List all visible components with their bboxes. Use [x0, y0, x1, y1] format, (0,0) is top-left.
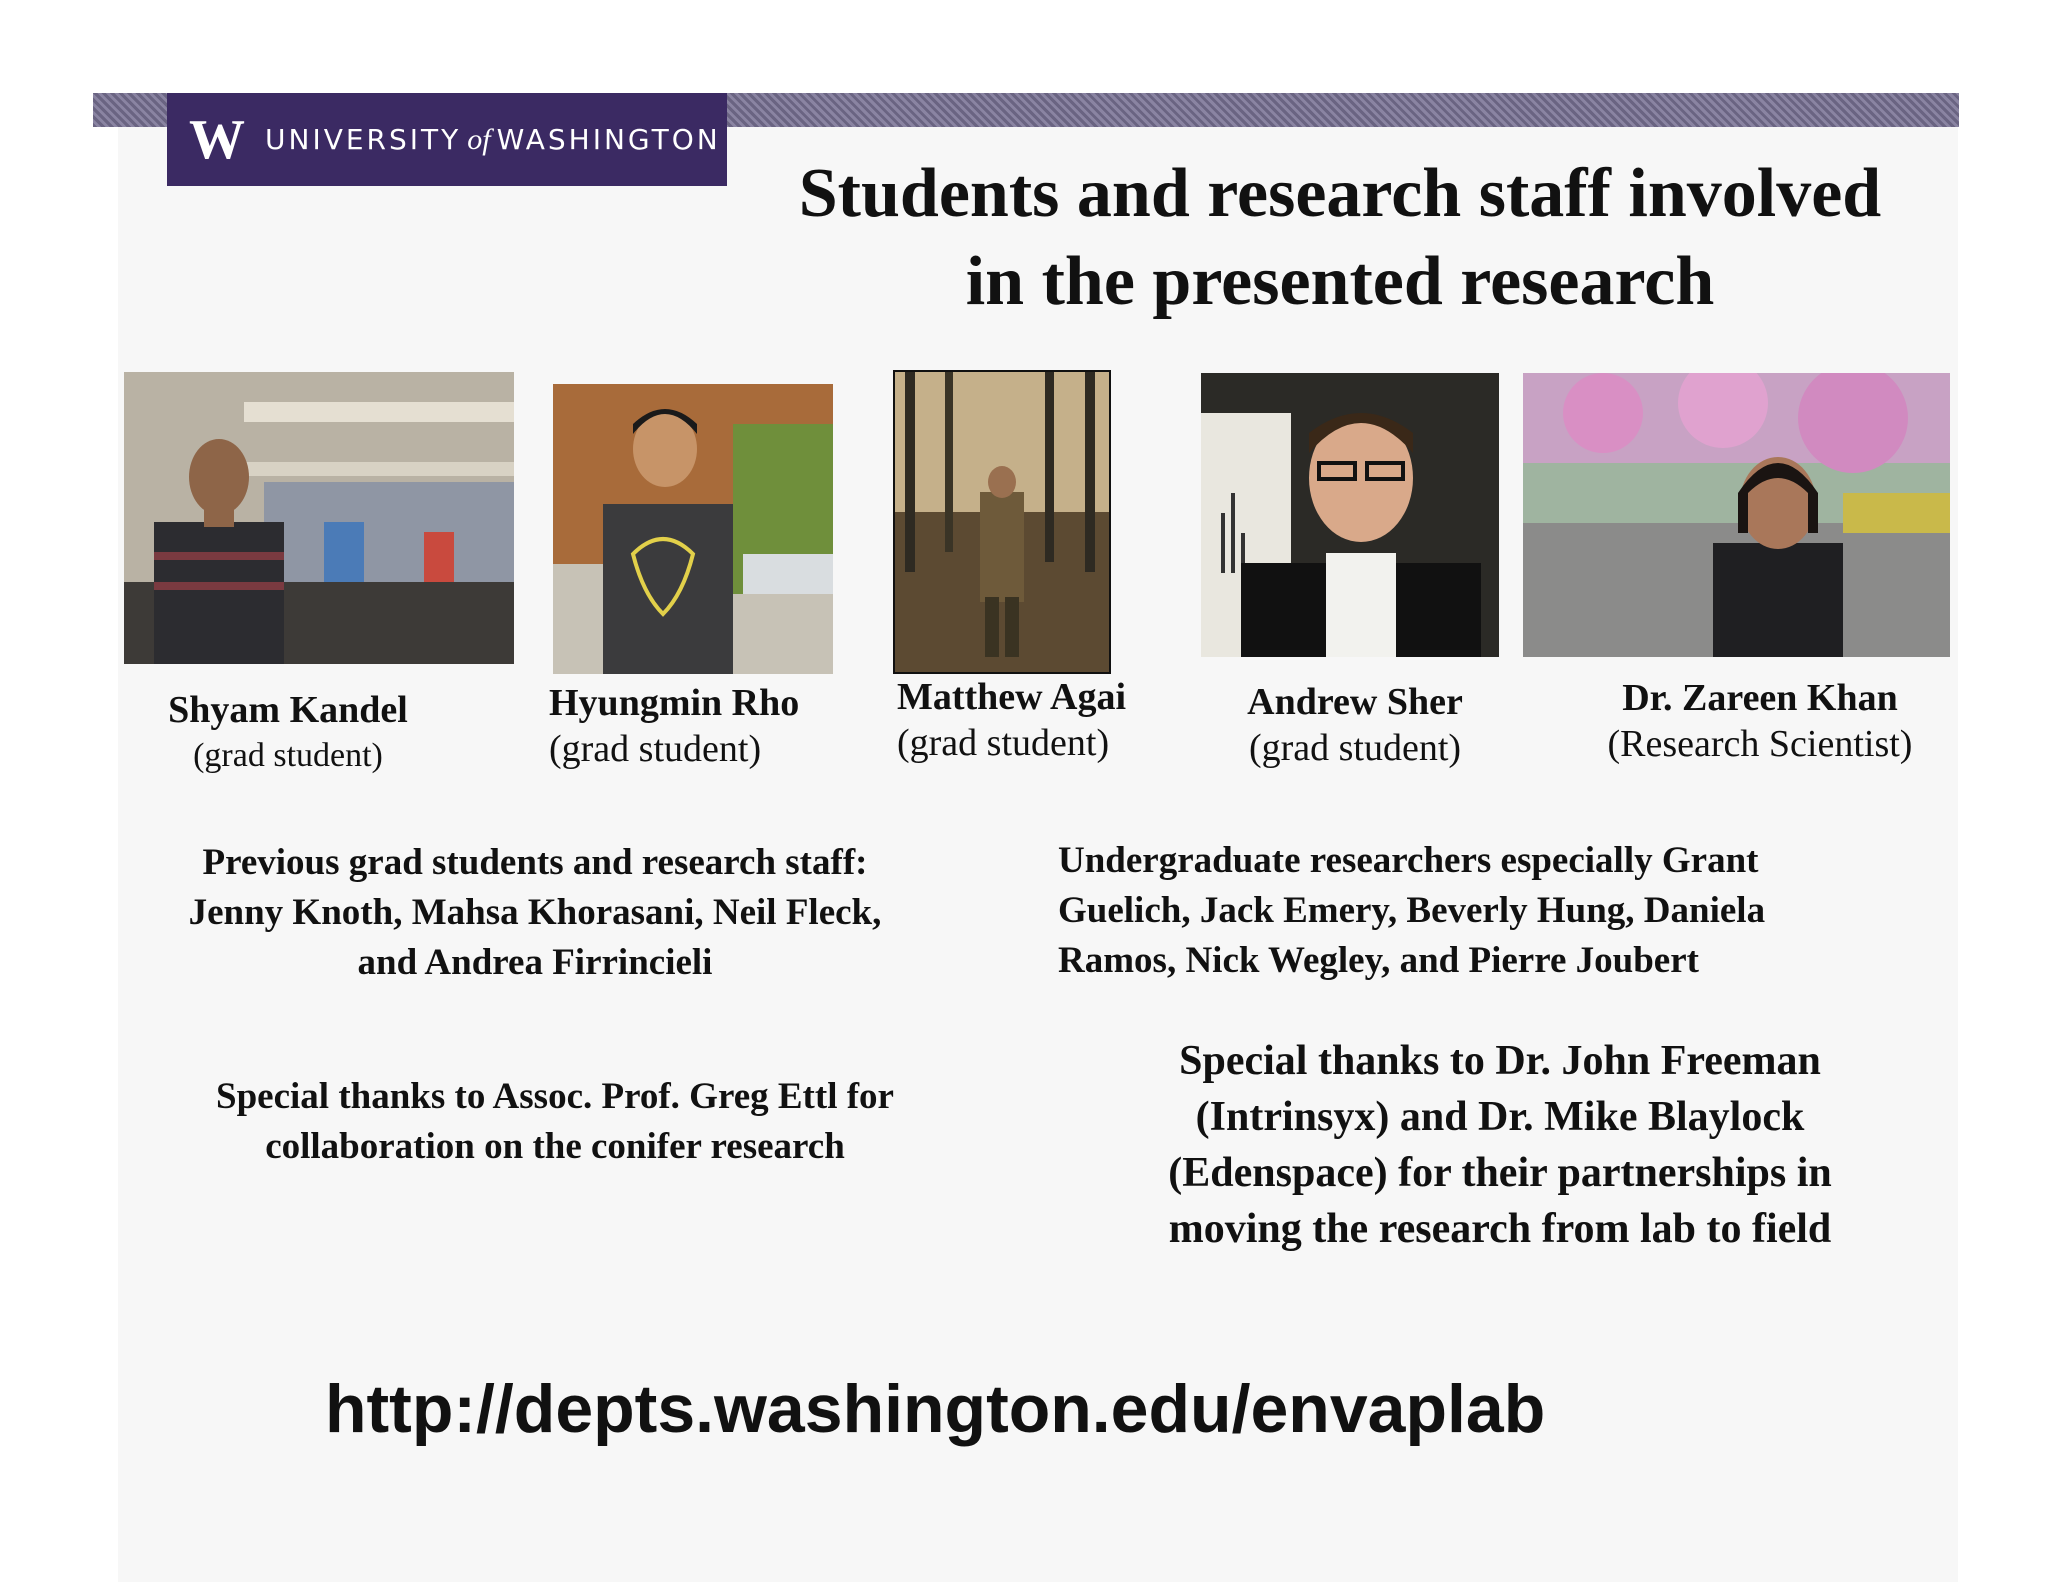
- uw-logo: [167, 93, 727, 186]
- person-name: Matthew Agai: [897, 676, 1127, 718]
- thanks-partners-text: Special thanks to Dr. John Freeman (Intrinsyx) and Dr. Mike Blaylock (Edenspace) for their partnerships in moving the research from lab to field: [1168, 1038, 1832, 1252]
- person-hyungmin-rho: [549, 680, 799, 772]
- person-shyam-kandel: [148, 687, 428, 779]
- person-role: (grad student): [1248, 727, 1462, 769]
- previous-staff-text: Previous grad students and research staff: Jenny Knoth, Mahsa Khorasani, Neil Fleck, and Andrea Firrincieli: [188, 842, 882, 983]
- photo-andrew-sher: [1201, 373, 1499, 657]
- photo-zareen-khan: [1523, 373, 1950, 657]
- person-matthew-agai: [897, 674, 1126, 766]
- undergrad-researchers-text: Undergraduate researchers especially Grant Guelich, Jack Emery, Beverly Hung, Daniela Ramos, Nick Wegley, and Pierre Joubert: [1058, 840, 1766, 981]
- photo-hyungmin-rho: [553, 384, 833, 674]
- person-name: Andrew Sher: [1247, 681, 1463, 723]
- person-name: Hyungmin Rho: [549, 682, 800, 724]
- person-zareen-khan: [1570, 675, 1950, 767]
- person-role: (Research Scientist): [1607, 723, 1913, 765]
- logo-wordmark: UNIVERSITY of WASHINGTON: [265, 122, 721, 156]
- slide-title: Students and research staff involved in the presented research: [798, 155, 1882, 320]
- person-role: (grad student): [549, 728, 762, 770]
- photo-shyam-kandel: [124, 372, 514, 664]
- person-role: (grad student): [193, 737, 383, 774]
- lab-url-link[interactable]: http://depts.washington.edu/envaplab: [325, 1371, 1546, 1447]
- photo-matthew-agai: [893, 370, 1111, 674]
- person-role: (grad student): [897, 722, 1110, 764]
- uw-w-icon: W: [189, 108, 239, 171]
- thanks-ettl-text: Special thanks to Assoc. Prof. Greg Ettl for collaboration on the conifer research: [216, 1076, 894, 1167]
- person-name: Shyam Kandel: [168, 689, 408, 731]
- person-name: Dr. Zareen Khan: [1622, 677, 1898, 719]
- person-andrew-sher: [1210, 679, 1500, 771]
